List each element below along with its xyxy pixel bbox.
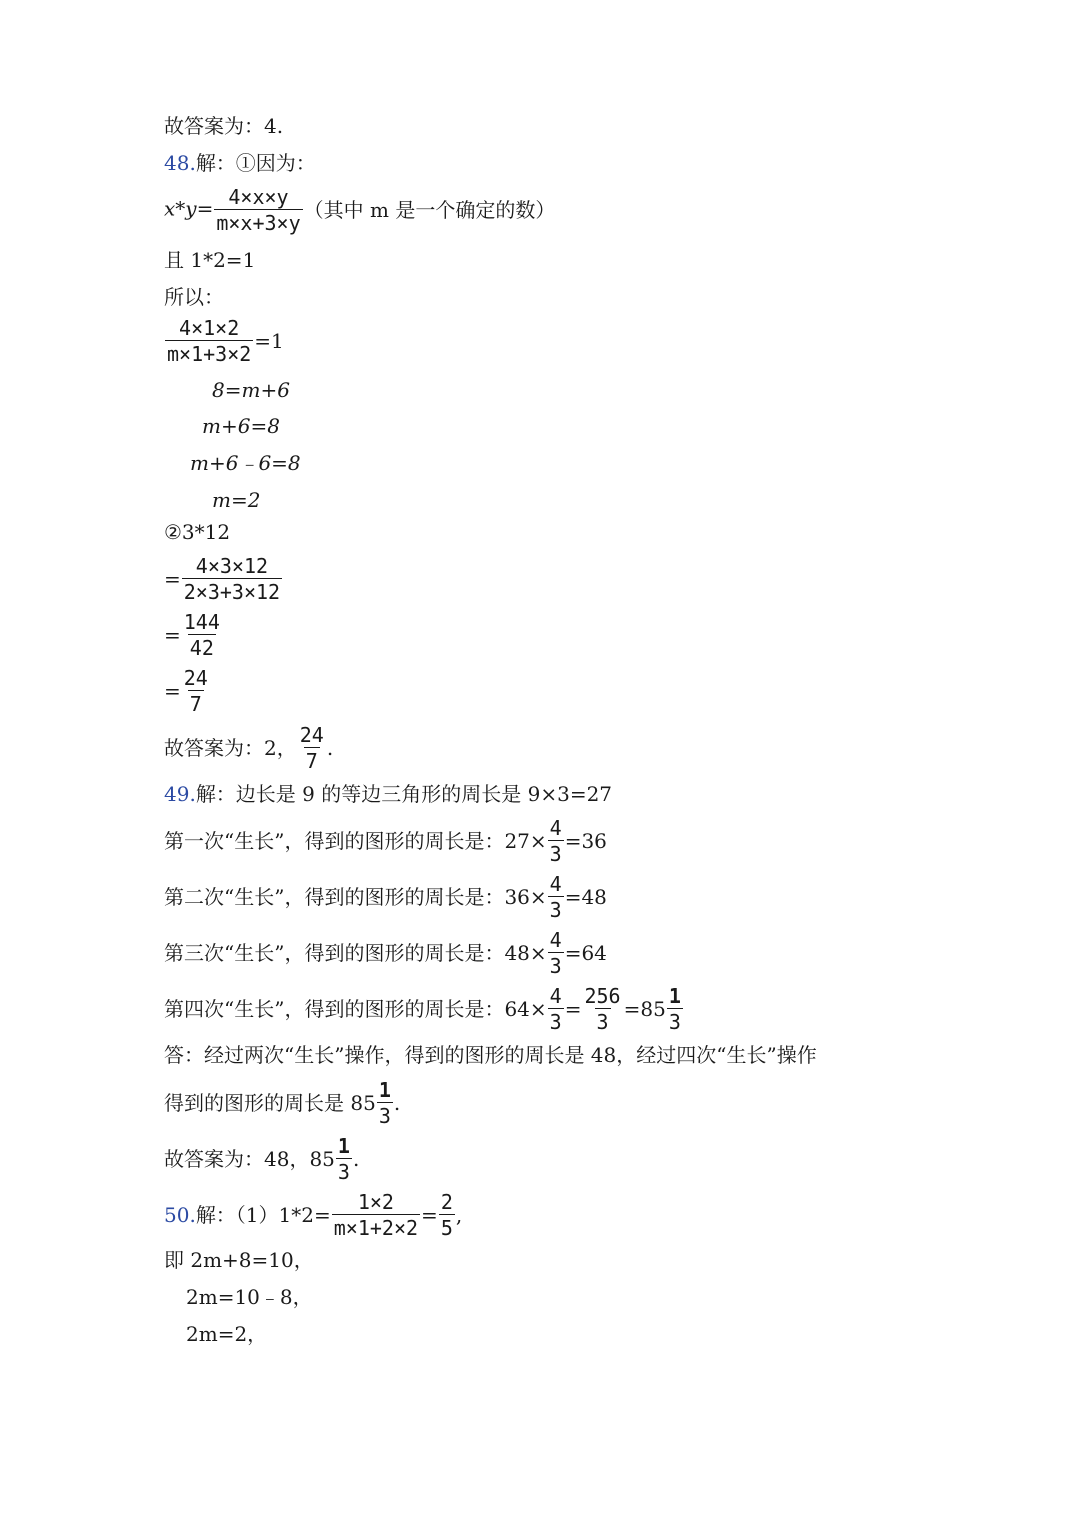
p49-line3-denominator: 3 [549, 954, 562, 978]
p50-result-fraction [439, 1192, 455, 1238]
p49-line2-rhs: =48 [564, 885, 607, 909]
p49-intro: 解：边长是 9 的等边三角形的周长是 9×3=27 [195, 782, 613, 806]
p50-intro: 解：（1）1*2= [195, 1203, 331, 1227]
p49-final-mixed [336, 1136, 352, 1182]
p48-eval3-eq: = [164, 679, 181, 703]
p49-final-denominator: 3 [337, 1160, 350, 1184]
p49-line3-rhs: =64 [564, 941, 607, 965]
p49-line3 [164, 930, 607, 976]
p48-eval1-numerator: 4×3×12 [195, 554, 269, 578]
p50-step2: 2m=10﹣8， [186, 1285, 313, 1309]
p48-number: 48. [164, 151, 196, 175]
p49-line4-eq: =85 [623, 997, 666, 1021]
p50-result-end: , [455, 1203, 463, 1227]
p49-line4-denominator2: 3 [596, 1010, 609, 1034]
p48-answer [164, 725, 333, 771]
p49-answer-line2-text: 得到的图形的周长是 85 [164, 1091, 376, 1115]
p48-formula-denominator: m×x+3×y [216, 211, 301, 235]
p48-formula [164, 187, 555, 233]
p48-answer-denominator: 7 [305, 749, 318, 773]
p49-answer-line2-mixed [377, 1080, 393, 1126]
p48-eval1 [164, 556, 283, 602]
p48-eval1-denominator: 2×3+3×12 [183, 580, 281, 604]
p48-eval1-eq: = [164, 567, 181, 591]
p49-final-numerator: 1 [337, 1134, 350, 1158]
p48-answer-numerator: 24 [299, 723, 324, 747]
p49-answer-line1: 答：经过两次“生长”操作，得到的图形的周长是 48，经过四次“生长”操作 [164, 1043, 817, 1067]
p50-eq: = [421, 1203, 438, 1227]
p49-line3-fraction [548, 930, 564, 976]
p48-step1-denominator: m×1+3×2 [167, 342, 252, 366]
p49-line1-text: 第一次“生长”，得到的图形的周长是：27× [164, 829, 547, 853]
p50-numerator: 1×2 [357, 1190, 394, 1214]
p48-heading [164, 153, 316, 173]
p48-step4: m+6﹣6=8 [190, 451, 301, 475]
p49-line2-fraction [548, 874, 564, 920]
p48-part2: ②3*12 [164, 520, 231, 544]
p48-given: 且 1*2=1 [164, 248, 256, 272]
p49-line1-numerator: 4 [549, 816, 562, 840]
p49-line4-denominator1: 3 [549, 1010, 562, 1034]
p48-step5: m=2 [212, 488, 261, 512]
p48-formula-lhs: x*y= [164, 196, 214, 221]
p48-eval1-fraction [182, 556, 282, 602]
p48-formula-fraction [214, 187, 302, 233]
p49-line4 [164, 986, 684, 1032]
p50-heading [164, 1192, 462, 1238]
p48-so: 所以： [164, 285, 224, 309]
p50-result-denominator: 5 [440, 1216, 453, 1240]
p49-line2-numerator: 4 [549, 872, 562, 896]
p48-intro: 解：①因为： [195, 151, 316, 175]
p48-eval2-fraction [182, 612, 222, 658]
p49-line4-mid: = [564, 997, 582, 1021]
p48-eval2-eq: = [164, 623, 181, 647]
p48-eval2-numerator: 144 [183, 610, 220, 634]
p48-answer-end: . [326, 736, 334, 760]
p48-step1-rhs: =1 [254, 329, 284, 353]
p48-formula-numerator: 4×x×y [228, 185, 289, 209]
p49-line4-text: 第四次“生长”，得到的图形的周长是：64× [164, 997, 547, 1021]
p49-heading [164, 784, 612, 804]
p49-final-text: 故答案为：48，85 [164, 1147, 335, 1171]
p49-line4-mixed [667, 986, 683, 1032]
p49-line1-fraction [548, 818, 564, 864]
p48-step3: m+6=8 [202, 414, 280, 438]
p49-line4-numerator1: 4 [549, 984, 562, 1008]
p50-number: 50. [164, 1203, 196, 1227]
p49-line2-denominator: 3 [549, 898, 562, 922]
p50-result-numerator: 2 [440, 1190, 453, 1214]
p49-line4-fraction1 [548, 986, 564, 1032]
p49-line1-rhs: =36 [564, 829, 607, 853]
p48-eval3-denominator: 7 [189, 692, 202, 716]
p50-denominator: m×1+2×2 [333, 1216, 419, 1240]
p47-answer: 故答案为：4. [164, 114, 284, 138]
p48-step1-fraction [165, 318, 253, 364]
p49-line1-denominator: 3 [549, 842, 562, 866]
p50-step3: 2m=2， [186, 1322, 268, 1346]
p50-fraction [332, 1192, 420, 1238]
p48-formula-note: （其中 m 是一个确定的数） [303, 198, 556, 222]
p49-line1 [164, 818, 607, 864]
p49-line4-fraction2 [582, 986, 622, 1032]
p48-step1 [164, 318, 284, 364]
p49-line3-text: 第三次“生长”，得到的图形的周长是：48× [164, 941, 547, 965]
p49-line4-numerator2: 256 [584, 984, 621, 1008]
p49-number: 49. [164, 782, 196, 806]
p49-answer-line2-end: . [393, 1091, 401, 1115]
p49-final [164, 1136, 359, 1182]
p48-answer-prefix: 故答案为：2， [164, 736, 297, 760]
p48-step1-numerator: 4×1×2 [179, 316, 240, 340]
p48-eval2-denominator: 42 [189, 636, 214, 660]
p50-step1: 即 2m+8=10， [164, 1248, 314, 1272]
p49-final-end: . [352, 1147, 360, 1171]
p49-line4-mixed-numerator: 1 [668, 984, 681, 1008]
p48-eval2 [164, 612, 223, 658]
p48-step2: 8=m+6 [212, 378, 290, 402]
p48-eval3-numerator: 24 [183, 666, 208, 690]
p49-answer-line2-denominator: 3 [378, 1104, 391, 1128]
p48-eval3-fraction [182, 668, 210, 714]
p48-answer-fraction [298, 725, 326, 771]
p48-eval3 [164, 668, 211, 714]
p49-answer-line2-numerator: 1 [378, 1078, 391, 1102]
p49-line2-text: 第二次“生长”，得到的图形的周长是：36× [164, 885, 547, 909]
p49-line3-numerator: 4 [549, 928, 562, 952]
p49-answer-line2 [164, 1080, 400, 1126]
p49-line4-mixed-denominator: 3 [668, 1010, 681, 1034]
p49-line2 [164, 874, 607, 920]
